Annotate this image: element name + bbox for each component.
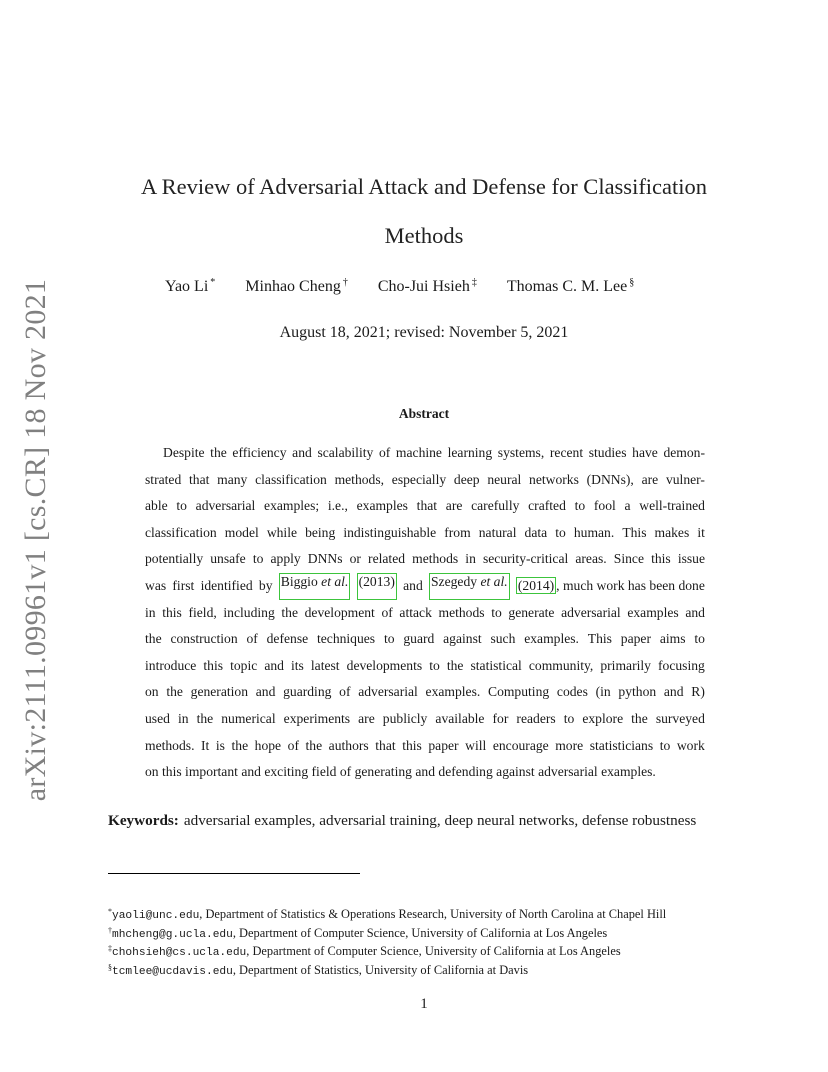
footnote-thomas-lee — [108, 959, 748, 978]
word: and — [255, 684, 276, 700]
word: methods — [412, 551, 459, 567]
word: deep — [453, 471, 480, 487]
abstract-line — [145, 679, 705, 706]
word: encourage — [492, 737, 549, 753]
word: on — [145, 764, 162, 780]
title-line-2: Methods — [384, 223, 464, 248]
footnote-affiliation: , Department of Statistics, University of California at Davis — [232, 962, 529, 977]
abstract-line — [145, 440, 705, 467]
abstract-line — [145, 706, 705, 733]
citation-line-tail: , much work has been done — [556, 577, 705, 593]
word: identified — [200, 577, 253, 593]
word: learning — [447, 445, 493, 460]
word: this — [162, 764, 186, 780]
word: generate — [508, 604, 555, 620]
word: studies — [588, 445, 627, 460]
word: its — [291, 657, 304, 673]
word: adversarial — [195, 498, 256, 514]
word: readers — [516, 710, 556, 726]
word: vulner- — [665, 471, 705, 487]
word: systems, — [497, 445, 545, 460]
word: such — [490, 631, 516, 647]
word: issue — [677, 551, 705, 567]
word: adversarial — [358, 684, 418, 700]
keywords-text: adversarial examples, adversarial training, deep neural networks, defense robustness — [183, 812, 697, 829]
footnote-mark: ‡ — [108, 944, 112, 953]
title-line-1: A Review of Adversarial Attack and Defense for Classification — [140, 174, 708, 199]
abstract-line — [145, 467, 705, 494]
word: numerical — [221, 710, 276, 726]
word: and — [663, 684, 684, 700]
citation-link-szegedy[interactable] — [429, 573, 510, 600]
word: and — [292, 445, 312, 460]
word: defense — [266, 631, 309, 647]
word: it — [697, 524, 705, 540]
word: explore — [582, 710, 624, 726]
word: model — [224, 524, 259, 540]
word: are — [445, 498, 463, 514]
word: more — [555, 737, 584, 753]
word: able — [145, 498, 168, 514]
word: field — [311, 764, 340, 780]
word: defending — [438, 764, 497, 780]
word: primarily — [600, 657, 651, 673]
word: of — [339, 764, 355, 780]
word: this — [162, 604, 182, 620]
word: field, — [188, 604, 217, 620]
footnote-mark: † — [108, 925, 112, 935]
word: was — [145, 577, 167, 593]
footnote-affiliation: , Department of Statistics & Operations Research, University of North Carolina at Chapel Hill — [199, 907, 667, 921]
word: and — [403, 577, 423, 593]
word: the — [166, 684, 183, 700]
word: examples; — [264, 498, 320, 514]
word: first — [172, 577, 195, 593]
footnote-email[interactable]: chohsieh@cs.ucla.edu — [112, 947, 247, 959]
author-name: Minhao Cheng — [245, 278, 341, 295]
word: important — [185, 764, 242, 780]
word: that — [375, 737, 396, 753]
word: examples. — [425, 684, 481, 700]
abstract-line — [145, 626, 705, 653]
word: guarding — [283, 684, 332, 700]
word: have — [632, 445, 658, 460]
page-number: 1 — [420, 996, 428, 1012]
author-mark: † — [342, 277, 348, 288]
word: are — [358, 710, 375, 726]
author-mark: § — [629, 277, 635, 288]
word: Despite — [163, 445, 205, 460]
word: carefully — [471, 498, 520, 514]
word: against — [443, 631, 482, 647]
footnote-email[interactable]: yaoli@unc.edu — [112, 910, 200, 922]
author-mark: * — [210, 277, 216, 288]
word: security-critical — [482, 551, 569, 567]
word: guard — [403, 631, 435, 647]
word: and — [685, 604, 705, 620]
author-minhao-cheng — [245, 277, 348, 296]
word: indistinguishable — [343, 524, 437, 540]
word: while — [266, 524, 298, 540]
word: the — [210, 445, 227, 460]
word: focusing — [658, 657, 705, 673]
abstract-line — [145, 759, 705, 786]
word: experiments — [283, 710, 351, 726]
author-mark: ‡ — [471, 277, 477, 288]
word: in — [465, 551, 476, 567]
word: by — [258, 577, 273, 593]
word: the — [231, 737, 249, 753]
word: generating — [354, 764, 416, 780]
word: the — [196, 710, 214, 726]
abstract-line — [145, 600, 705, 627]
abstract-heading: Abstract — [398, 406, 450, 421]
footnotes — [108, 903, 748, 977]
citation-link-biggio[interactable] — [279, 573, 351, 600]
abstract-line — [145, 546, 705, 573]
word: surveyed — [655, 710, 705, 726]
word: related — [368, 551, 406, 567]
word: classification — [145, 524, 217, 540]
word: to — [176, 498, 187, 514]
abstract-line — [145, 653, 705, 680]
word: adversarial — [538, 764, 602, 780]
word: of — [246, 631, 258, 647]
author-thomas-lee — [507, 277, 634, 296]
word: natural — [478, 524, 517, 540]
word: this — [402, 737, 422, 753]
word: methods. — [145, 737, 195, 753]
word: paper — [620, 631, 651, 647]
word: many — [217, 471, 248, 487]
word: being — [305, 524, 336, 540]
word: apply — [270, 551, 301, 567]
word: strated — [145, 471, 182, 487]
word: attack — [399, 604, 432, 620]
word: of — [381, 604, 393, 620]
keywords — [108, 812, 748, 830]
arxiv-identifier-stamp — [12, 160, 60, 920]
word: to — [563, 710, 575, 726]
word: and — [264, 657, 284, 673]
word: generation — [190, 684, 249, 700]
word: human. — [573, 524, 615, 540]
citation-year-biggio[interactable]: (2013) — [357, 573, 397, 600]
word: statisticians — [589, 737, 654, 753]
word: (in — [595, 684, 611, 700]
word: of — [287, 737, 299, 753]
word: (DNNs), — [586, 471, 634, 487]
word: of — [339, 684, 351, 700]
word: introduce — [145, 657, 197, 673]
abstract-body — [145, 440, 705, 786]
word: used — [145, 710, 170, 726]
author-list — [165, 277, 725, 296]
word: DNNs — [307, 551, 343, 567]
word: recent — [549, 445, 584, 460]
word: developments — [346, 657, 423, 673]
citation-author: Biggio — [280, 573, 318, 589]
word: techniques — [316, 631, 376, 647]
word: methods, — [334, 471, 385, 487]
word: that — [189, 471, 210, 487]
author-name: Thomas C. M. Lee — [506, 278, 628, 295]
word: and — [241, 764, 265, 780]
word: neural — [487, 471, 522, 487]
word: examples — [627, 604, 679, 620]
word: R) — [691, 684, 705, 700]
citation-etal: et al. — [321, 573, 349, 589]
footnote-affiliation: , Department of Computer Science, University of California at Los Angeles — [232, 925, 608, 940]
author-yao-li — [165, 277, 215, 296]
word: classification — [255, 471, 327, 487]
word: and — [415, 764, 439, 780]
word: well-trained — [639, 498, 705, 514]
word: to — [659, 737, 671, 753]
footnote-yao-li — [108, 903, 748, 922]
word: efficiency — [232, 445, 287, 460]
word: This — [587, 631, 612, 647]
paper-title — [110, 162, 738, 260]
author-name: Cho-Jui Hsieh — [377, 278, 470, 295]
word: This — [622, 524, 647, 540]
word: crafted — [528, 498, 566, 514]
word: codes — [556, 684, 588, 700]
word: Computing — [488, 684, 550, 700]
footnote-minhao-cheng — [108, 922, 748, 941]
word: on — [145, 684, 159, 700]
word: publicly — [382, 710, 428, 726]
word: this — [651, 551, 671, 567]
paper-date: August 18, 2021; revised: November 5, 2021 — [279, 324, 569, 341]
footnote-mark: * — [108, 907, 112, 916]
citation-etal: et al. — [480, 573, 508, 589]
word: that — [416, 498, 438, 514]
word: data — [524, 524, 548, 540]
word: machine — [395, 445, 442, 460]
abstract-line — [145, 733, 705, 760]
word: are — [641, 471, 659, 487]
citation-author: Szegedy — [431, 573, 478, 589]
word: work — [676, 737, 705, 753]
word: this — [203, 657, 224, 673]
word: a — [624, 498, 631, 514]
word: hope — [254, 737, 282, 753]
footnote-mark: § — [108, 962, 112, 972]
word: python — [618, 684, 657, 700]
word: topic — [230, 657, 258, 673]
footnote-email[interactable]: tcmlee@ucdavis.edu — [112, 965, 233, 978]
word: areas. — [575, 551, 607, 567]
word: the — [631, 710, 648, 726]
word: examples. — [601, 764, 656, 780]
word: to — [574, 498, 586, 514]
word: the — [446, 657, 464, 673]
word: to — [429, 657, 440, 673]
word: statistical — [470, 657, 522, 673]
word: examples. — [524, 631, 579, 647]
word: adversarial — [561, 604, 621, 620]
keywords-label: Keywords: — [108, 812, 179, 829]
word: the — [305, 737, 323, 753]
word: to — [694, 631, 705, 647]
word: in — [145, 604, 156, 620]
word: will — [465, 737, 487, 753]
author-cho-jui-hsieh — [378, 277, 477, 296]
word: construction — [170, 631, 238, 647]
word: authors — [328, 737, 369, 753]
word: from — [444, 524, 471, 540]
word: latest — [310, 657, 340, 673]
abstract-citation-line — [145, 573, 705, 600]
word: the — [145, 631, 162, 647]
word: demon- — [663, 445, 705, 460]
word: makes — [654, 524, 690, 540]
word: for — [492, 710, 509, 726]
word: development — [304, 604, 375, 620]
footnote-affiliation: , Department of Computer Science, University of California at Los Angeles — [246, 944, 621, 958]
footnote-rule — [108, 873, 360, 874]
arxiv-id-text: arXiv:2111.09961v1 [cs.CR] 18 Nov 2021 — [19, 278, 53, 802]
word: exciting — [264, 764, 312, 780]
word: aims — [659, 631, 686, 647]
word: in — [177, 710, 189, 726]
word: examples — [356, 498, 408, 514]
word: or — [349, 551, 361, 567]
word: paper — [428, 737, 459, 753]
word: is — [215, 737, 225, 753]
word: against — [496, 764, 539, 780]
word: methods — [438, 604, 485, 620]
abstract-line — [145, 520, 705, 547]
citation-year-szegedy[interactable]: (2014) — [517, 577, 555, 593]
word: to — [252, 551, 264, 567]
word: networks — [529, 471, 579, 487]
word: available — [435, 710, 485, 726]
word: the — [281, 604, 298, 620]
author-name: Yao Li — [165, 278, 209, 295]
word: especially — [391, 471, 447, 487]
word: including — [223, 604, 275, 620]
word: to — [383, 631, 395, 647]
word: fool — [593, 498, 616, 514]
footnote-email[interactable]: mhcheng@g.ucla.edu — [112, 928, 233, 941]
word: to — [555, 524, 566, 540]
word: It — [201, 737, 210, 753]
word: to — [491, 604, 502, 620]
word: unsafe — [210, 551, 246, 567]
word: i.e., — [327, 498, 348, 514]
word: community, — [528, 657, 594, 673]
abstract-line — [145, 493, 705, 520]
footnote-cho-jui-hsieh — [108, 940, 748, 959]
word: Since — [613, 551, 644, 567]
word: potentially — [145, 551, 204, 567]
word: scalability — [317, 445, 374, 460]
word: of — [378, 445, 391, 460]
